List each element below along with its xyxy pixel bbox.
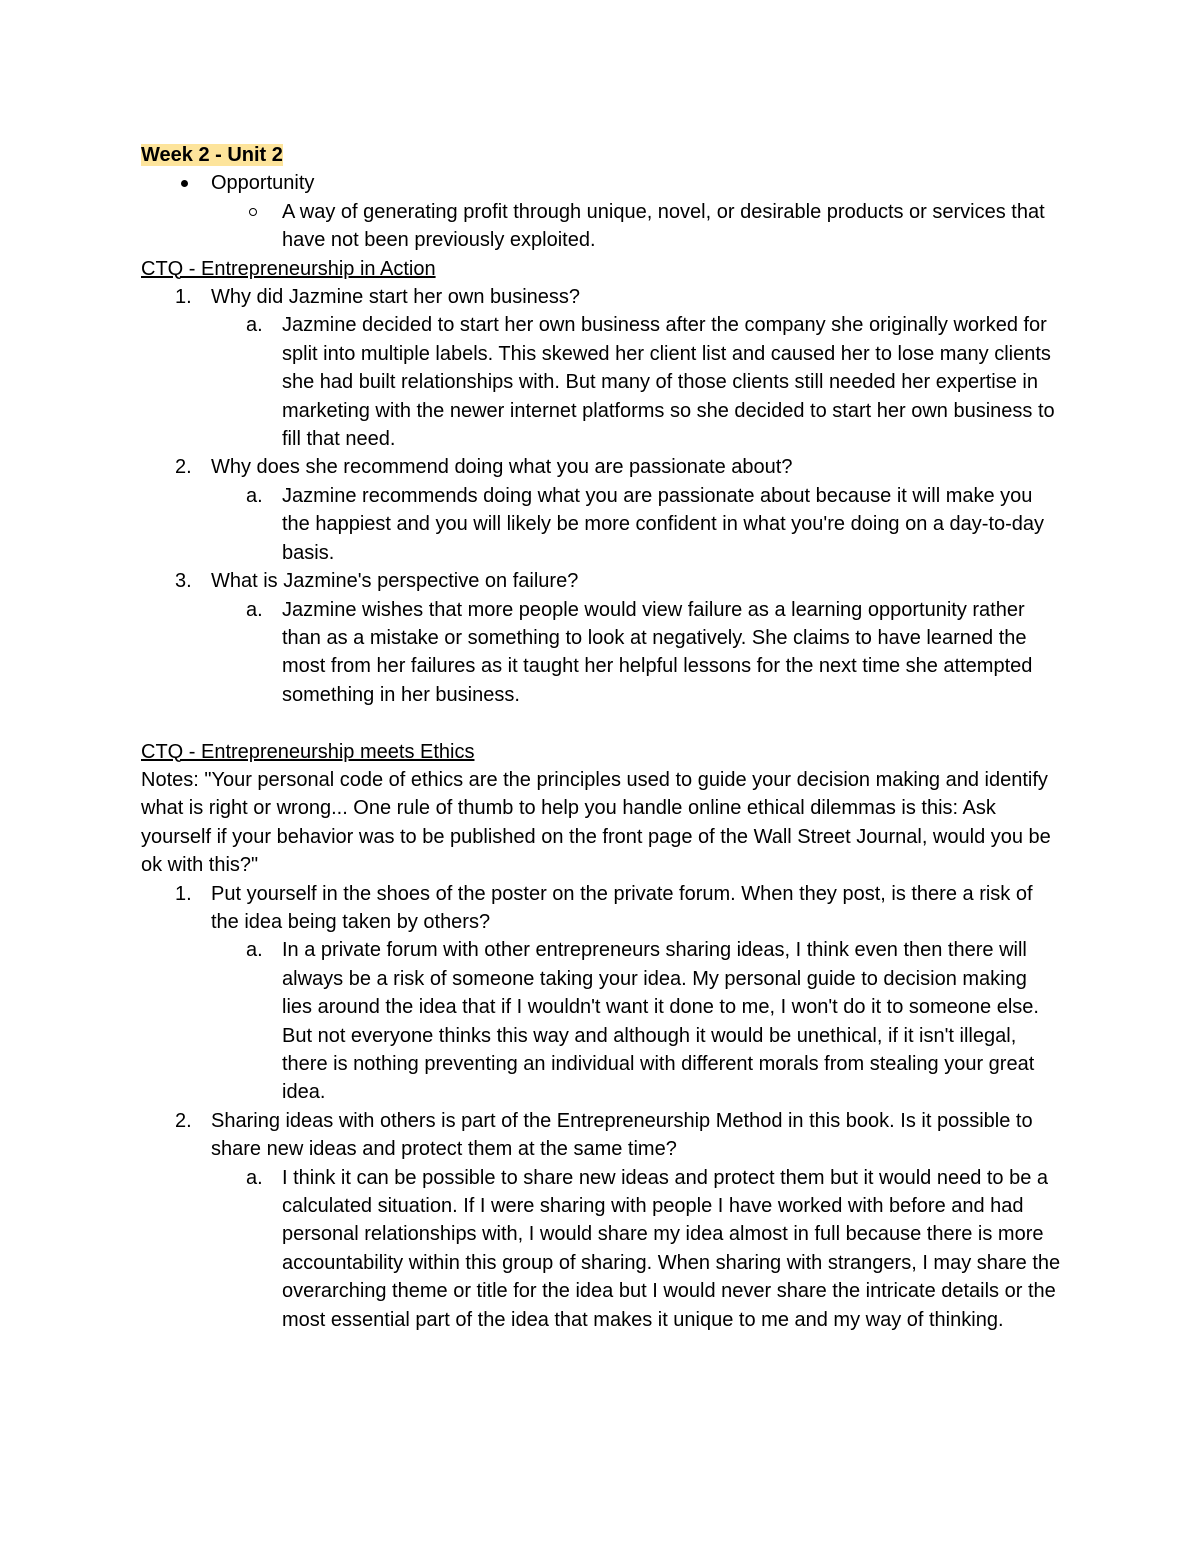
answer-letter: a. <box>246 484 263 507</box>
answer-item <box>141 596 1061 710</box>
document-content <box>141 141 1061 1334</box>
answer-letter: a. <box>246 1166 263 1189</box>
bullet-icon <box>181 180 188 187</box>
blank-line <box>141 709 1061 737</box>
section-heading-ethics: CTQ - Entrepreneurship meets Ethics <box>141 740 475 763</box>
answer-letter: a. <box>246 939 263 962</box>
bullet-item-opportunity <box>141 169 1061 197</box>
document-title <box>141 141 1061 169</box>
sub-bullet-text: A way of generating profit through unique, novel, or desirable products or services that have not been previously exploited. <box>282 200 1045 252</box>
question-text: Why does she recommend doing what you are passionate about? <box>211 456 793 479</box>
answer-item <box>141 311 1061 453</box>
answer-text: Jazmine wishes that more people would view failure as a learning opportunity rather than as a mistake or something to look at negatively. She claims to have learned the most from her failures as it taught her helpful lessons for the next time she attempted something in her business. <box>282 598 1033 706</box>
question-number: 2. <box>175 1109 192 1132</box>
answer-item <box>141 482 1061 567</box>
question-number: 1. <box>175 286 192 309</box>
answer-item <box>141 936 1061 1106</box>
bullet-text: Opportunity <box>211 172 315 195</box>
question-item <box>141 1107 1061 1164</box>
notes-paragraph: Notes: "Your personal code of ethics are the principles used to guide your decision making and identify what is right or wrong... One rule of thumb to help you handle online ethical dilemmas is this: Ask yourself if your behavior was to be published on the front page of the Wall Street Journal, would you be ok with this?" <box>141 768 1051 877</box>
hollow-bullet-icon <box>249 208 257 216</box>
answer-text: In a private forum with other entrepreneurs sharing ideas, I think even then there will always be a risk of someone taking your idea. My personal guide to decision making lies around the idea that if I wouldn't want it done to me, I won't do it to someone else. But not everyone thinks this way and although it would be unethical, if it isn't illegal, there is nothing preventing an individual with different morals from stealing your great idea. <box>282 939 1039 1104</box>
answer-letter: a. <box>246 598 263 621</box>
question-item <box>141 453 1061 481</box>
question-text: Sharing ideas with others is part of the Entrepreneurship Method in this book. Is it possible to share new ideas and protect them at the same time? <box>211 1109 1033 1161</box>
question-text: What is Jazmine's perspective on failure? <box>211 570 579 593</box>
question-item <box>141 567 1061 595</box>
answer-text: Jazmine recommends doing what you are passionate about because it will make you the happiest and you will likely be more confident in what you're doing on a day-to-day basis. <box>282 484 1045 564</box>
question-number: 1. <box>175 882 192 905</box>
question-text: Put yourself in the shoes of the poster on the private forum. When they post, is there a risk of the idea being taken by others? <box>211 882 1033 933</box>
answer-letter: a. <box>246 314 263 337</box>
section-heading-action: CTQ - Entrepreneurship in Action <box>141 257 436 280</box>
sub-bullet-item <box>141 198 1061 255</box>
question-item <box>141 880 1061 937</box>
answer-item <box>141 1164 1061 1334</box>
answer-text: I think it can be possible to share new ideas and protect them but it would need to be a calculated situation. If I were sharing with people I have worked with before and had personal relationships with, I would share my idea almost in full because there is more accountability within this group of sharing. When sharing with strangers, I may share the overarching theme or title for the idea but I would never share the intricate details or the most essential part of the idea that makes it unique to me and my way of thinking. <box>282 1166 1061 1331</box>
question-text: Why did Jazmine start her own business? <box>211 286 581 309</box>
answer-text: Jazmine decided to start her own business after the company she originally worked for split into multiple labels. This skewed her client list and caused her to lose many clients she had built relationships with. But many of those clients still needed her expertise in marketing with the newer internet platforms so she decided to start her own business to fill that need. <box>282 314 1055 451</box>
question-number: 3. <box>175 570 192 593</box>
question-item <box>141 283 1061 311</box>
question-number: 2. <box>175 456 192 479</box>
highlighted-title: Week 2 - Unit 2 <box>141 144 283 166</box>
